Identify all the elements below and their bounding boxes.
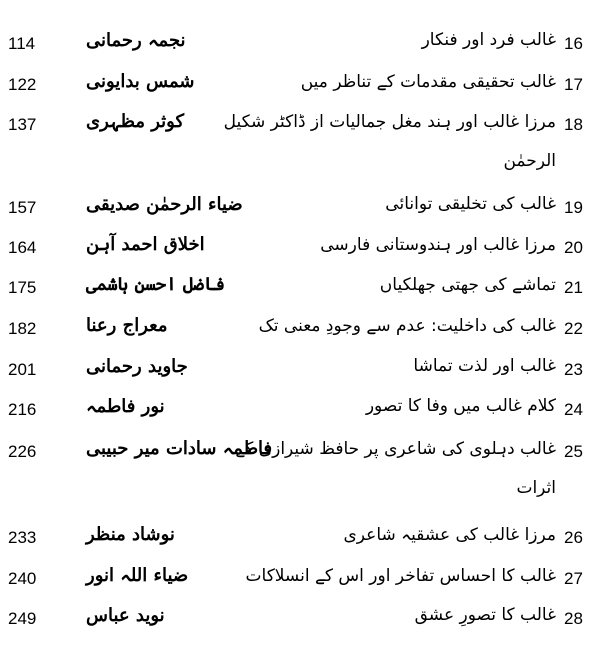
entry-page: 233: [8, 528, 37, 547]
entry-number: 27: [564, 569, 583, 588]
toc-entry: [0, 605, 600, 641]
entry-number: 26: [564, 528, 583, 547]
entry-page: 201: [8, 360, 37, 379]
entry-page: 175: [8, 278, 37, 297]
toc-entry: [0, 194, 600, 230]
entry-page: 240: [8, 569, 37, 588]
toc-entry: [0, 111, 600, 171]
entry-number: 16: [564, 34, 583, 53]
entry-page: 226: [8, 442, 37, 461]
entry-author: نجمہ رحمانی: [86, 30, 186, 51]
entry-number: 21: [564, 278, 583, 297]
entry-title: غالب فرد اور فنکار: [421, 30, 556, 50]
entry-title: مرزا غالب اور ہند مغل جمالیات از ڈاکٹر شکیل: [223, 112, 556, 132]
entry-title-continuation: اثرات: [516, 478, 556, 498]
entry-number: 20: [564, 238, 583, 257]
entry-author: اخلاق احمد آہن: [86, 234, 205, 255]
toc-entry: [0, 315, 600, 351]
toc-entry: [0, 524, 600, 560]
entry-author: نور فاطمہ: [86, 396, 165, 417]
entry-number: 17: [564, 75, 583, 94]
entry-page: 122: [8, 75, 37, 94]
toc-entry: [0, 30, 600, 66]
entry-title: کلام غالب میں وفا کا تصور: [365, 396, 556, 416]
entry-page: 249: [8, 609, 37, 628]
entry-author: جاوید رحمانی: [86, 356, 188, 377]
entry-author: فاطمہ سادات میر حبیبی: [86, 438, 273, 459]
entry-title: غالب دہلوی کی شاعری پر حافظ شیرازی کے: [235, 439, 556, 459]
entry-page: 182: [8, 319, 37, 338]
entry-author: نوید عباس: [86, 605, 165, 626]
entry-page: 216: [8, 400, 37, 419]
entry-number: 22: [564, 319, 583, 338]
entry-title: غالب تحقیقی مقدمات کے تناظر میں: [300, 72, 556, 92]
entry-number: 28: [564, 609, 583, 628]
entry-page: 157: [8, 198, 37, 217]
entry-author: کوثر مظہری: [86, 111, 185, 132]
entry-title: غالب کا تصورِ عشق: [414, 605, 556, 625]
entry-title-continuation: الرحمٰن: [503, 151, 556, 171]
toc-entry: [0, 438, 600, 498]
entry-title: تماشے کی جھتی جھلکیاں: [379, 275, 556, 295]
toc-entry: [0, 565, 600, 601]
entry-number: 18: [564, 115, 583, 134]
toc-entry: [0, 274, 600, 310]
entry-page: 137: [8, 115, 37, 134]
toc-entry: [0, 234, 600, 270]
entry-title: غالب کا احساس تفاخر اور اس کے انسلاکات: [245, 566, 556, 586]
entry-author: معراج رعنا: [86, 315, 168, 336]
entry-author: ضیاء اللہ انور: [86, 565, 189, 586]
entry-number: 25: [564, 442, 583, 461]
toc-entry: [0, 356, 600, 392]
entry-title: غالب کی تخلیقی توانائی: [385, 194, 556, 214]
entry-author: ضیاء الرحمٰن صدیقی: [86, 194, 243, 215]
entry-page: 164: [8, 238, 37, 257]
entry-title: مرزا غالب اور ہندوستانی فارسی: [320, 235, 556, 255]
entry-author: فاضل احسن ہاشمی: [86, 274, 226, 295]
entry-title: مرزا غالب کی عشقیہ شاعری: [343, 525, 556, 545]
entry-number: 19: [564, 198, 583, 217]
entry-number: 23: [564, 360, 583, 379]
entry-author: شمس بدایونی: [86, 71, 195, 92]
toc-entry: [0, 71, 600, 107]
entry-title: غالب کی داخلیت: عدم سے وجودِ معنی تک: [258, 316, 556, 336]
entry-title: غالب اور لذت تماشا: [413, 356, 556, 376]
entry-page: 114: [8, 34, 36, 53]
entry-author: نوشاد منظر: [86, 524, 175, 545]
toc-entry: [0, 396, 600, 432]
entry-number: 24: [564, 400, 583, 419]
